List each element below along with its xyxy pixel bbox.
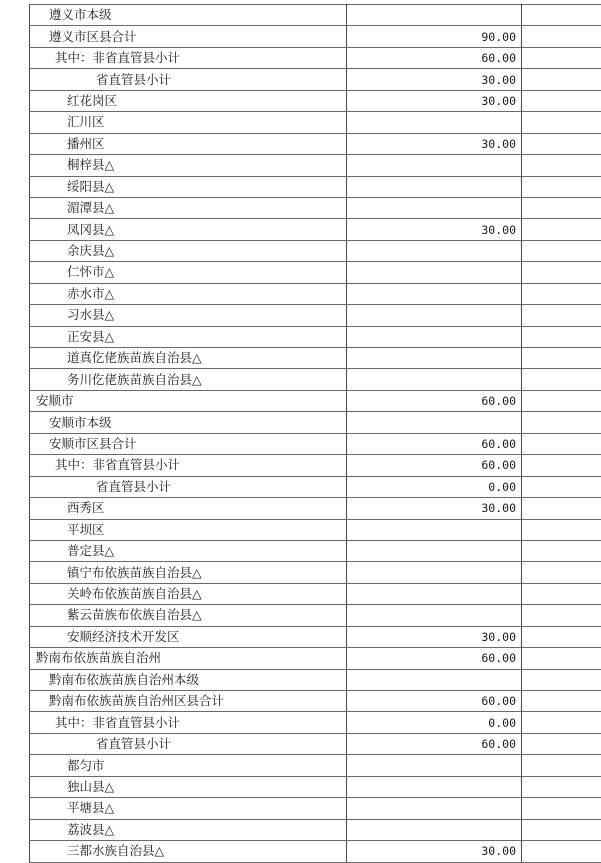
row-name-cell: 黔南布依族苗族自治州 [30, 648, 347, 669]
table-row [30, 691, 601, 712]
row-empty-cell [522, 240, 601, 261]
table-row [30, 755, 601, 776]
table-row [30, 669, 601, 690]
row-name-cell: 仁怀市△ [30, 262, 347, 283]
row-name-cell: 其中：非省直管县小计 [30, 712, 347, 733]
row-empty-cell [522, 26, 601, 47]
row-empty-cell [522, 348, 601, 369]
row-name-cell: 安顺市 [30, 390, 347, 411]
row-value-cell [347, 819, 522, 840]
row-empty-cell [522, 305, 601, 326]
row-value-cell [347, 798, 522, 819]
row-name-cell: 其中：非省直管县小计 [30, 455, 347, 476]
row-empty-cell [522, 798, 601, 819]
table-row [30, 5, 601, 26]
table-row [30, 133, 601, 154]
table-row [30, 305, 601, 326]
row-empty-cell [522, 819, 601, 840]
table-row [30, 90, 601, 111]
table-row [30, 841, 601, 862]
table-row [30, 155, 601, 176]
row-empty-cell [522, 47, 601, 68]
row-value-cell [347, 755, 522, 776]
row-empty-cell [522, 90, 601, 111]
row-empty-cell [522, 562, 601, 583]
row-empty-cell [522, 733, 601, 754]
row-empty-cell [522, 155, 601, 176]
table-row [30, 47, 601, 68]
row-name-cell: 正安县△ [30, 326, 347, 347]
row-empty-cell [522, 433, 601, 454]
row-value-cell: 0.00 [347, 712, 522, 733]
row-empty-cell [522, 197, 601, 218]
table-row [30, 219, 601, 240]
budget-table [29, 4, 601, 863]
row-value-cell [347, 176, 522, 197]
row-empty-cell [522, 605, 601, 626]
row-value-cell [347, 562, 522, 583]
row-name-cell: 荔波县△ [30, 819, 347, 840]
row-name-cell: 其中：非省直管县小计 [30, 47, 347, 68]
row-name-cell: 湄潭县△ [30, 197, 347, 218]
row-value-cell [347, 369, 522, 390]
row-empty-cell [522, 390, 601, 411]
table-row [30, 798, 601, 819]
row-name-cell: 凤冈县△ [30, 219, 347, 240]
row-name-cell: 镇宁布依族苗族自治县△ [30, 562, 347, 583]
table-row [30, 262, 601, 283]
row-name-cell: 省直管县小计 [30, 69, 347, 90]
row-value-cell: 30.00 [347, 626, 522, 647]
table-row [30, 433, 601, 454]
row-empty-cell [522, 476, 601, 497]
row-empty-cell [522, 712, 601, 733]
row-empty-cell [522, 691, 601, 712]
row-value-cell [347, 519, 522, 540]
table-row [30, 369, 601, 390]
table-row [30, 455, 601, 476]
row-name-cell: 关岭布依族苗族自治县△ [30, 583, 347, 604]
row-value-cell: 60.00 [347, 455, 522, 476]
table-row [30, 240, 601, 261]
row-name-cell: 余庆县△ [30, 240, 347, 261]
table-row [30, 197, 601, 218]
row-value-cell [347, 5, 522, 26]
row-empty-cell [522, 133, 601, 154]
table-row [30, 476, 601, 497]
row-value-cell [347, 112, 522, 133]
row-name-cell: 红花岗区 [30, 90, 347, 111]
row-name-cell: 独山县△ [30, 776, 347, 797]
row-value-cell: 60.00 [347, 691, 522, 712]
row-name-cell: 务川仡佬族苗族自治县△ [30, 369, 347, 390]
row-empty-cell [522, 519, 601, 540]
row-empty-cell [522, 626, 601, 647]
table-row [30, 562, 601, 583]
table-row [30, 648, 601, 669]
table-row [30, 390, 601, 411]
row-name-cell: 习水县△ [30, 305, 347, 326]
table-row [30, 283, 601, 304]
row-name-cell: 都匀市 [30, 755, 347, 776]
row-value-cell: 60.00 [347, 733, 522, 754]
row-empty-cell [522, 498, 601, 519]
row-empty-cell [522, 5, 601, 26]
row-empty-cell [522, 583, 601, 604]
row-value-cell [347, 155, 522, 176]
row-value-cell [347, 540, 522, 561]
row-name-cell: 绥阳县△ [30, 176, 347, 197]
row-empty-cell [522, 412, 601, 433]
row-value-cell [347, 240, 522, 261]
row-value-cell [347, 605, 522, 626]
row-value-cell [347, 197, 522, 218]
row-name-cell: 平坝区 [30, 519, 347, 540]
row-name-cell: 遵义市区县合计 [30, 26, 347, 47]
row-empty-cell [522, 369, 601, 390]
row-name-cell: 普定县△ [30, 540, 347, 561]
table-row [30, 69, 601, 90]
row-value-cell: 30.00 [347, 498, 522, 519]
row-empty-cell [522, 755, 601, 776]
row-name-cell: 桐梓县△ [30, 155, 347, 176]
row-name-cell: 省直管县小计 [30, 476, 347, 497]
row-empty-cell [522, 455, 601, 476]
row-name-cell: 紫云苗族布依族自治县△ [30, 605, 347, 626]
table-row [30, 776, 601, 797]
table-row [30, 112, 601, 133]
row-value-cell [347, 669, 522, 690]
row-value-cell: 0.00 [347, 476, 522, 497]
row-empty-cell [522, 69, 601, 90]
row-name-cell: 安顺经济技术开发区 [30, 626, 347, 647]
row-name-cell: 道真仡佬族苗族自治县△ [30, 348, 347, 369]
row-value-cell [347, 326, 522, 347]
table-row [30, 412, 601, 433]
table-row [30, 583, 601, 604]
row-name-cell: 播州区 [30, 133, 347, 154]
row-name-cell: 黔南布依族苗族自治州区县合计 [30, 691, 347, 712]
row-name-cell: 遵义市本级 [30, 5, 347, 26]
row-value-cell: 30.00 [347, 69, 522, 90]
row-empty-cell [522, 112, 601, 133]
row-empty-cell [522, 669, 601, 690]
row-name-cell: 三都水族自治县△ [30, 841, 347, 862]
row-empty-cell [522, 776, 601, 797]
row-value-cell [347, 283, 522, 304]
row-value-cell: 30.00 [347, 219, 522, 240]
row-empty-cell [522, 540, 601, 561]
row-empty-cell [522, 283, 601, 304]
row-value-cell [347, 412, 522, 433]
row-value-cell: 30.00 [347, 133, 522, 154]
row-name-cell: 平塘县△ [30, 798, 347, 819]
row-empty-cell [522, 176, 601, 197]
row-value-cell: 60.00 [347, 648, 522, 669]
table-row [30, 326, 601, 347]
table-row [30, 540, 601, 561]
row-name-cell: 赤水市△ [30, 283, 347, 304]
row-empty-cell [522, 648, 601, 669]
row-name-cell: 西秀区 [30, 498, 347, 519]
row-name-cell: 省直管县小计 [30, 733, 347, 754]
row-value-cell: 90.00 [347, 26, 522, 47]
row-value-cell [347, 348, 522, 369]
row-empty-cell [522, 262, 601, 283]
row-value-cell: 30.00 [347, 90, 522, 111]
row-name-cell: 黔南布依族苗族自治州本级 [30, 669, 347, 690]
table-row [30, 498, 601, 519]
row-empty-cell [522, 841, 601, 862]
row-value-cell: 30.00 [347, 841, 522, 862]
table-row [30, 626, 601, 647]
row-value-cell: 60.00 [347, 47, 522, 68]
row-name-cell: 安顺市区县合计 [30, 433, 347, 454]
table-row [30, 519, 601, 540]
row-value-cell: 60.00 [347, 390, 522, 411]
table-row [30, 819, 601, 840]
table-row [30, 605, 601, 626]
row-empty-cell [522, 326, 601, 347]
table-row [30, 26, 601, 47]
row-value-cell [347, 305, 522, 326]
row-value-cell [347, 776, 522, 797]
row-empty-cell [522, 219, 601, 240]
row-value-cell: 60.00 [347, 433, 522, 454]
table-row [30, 348, 601, 369]
table-row [30, 733, 601, 754]
table-body [30, 5, 601, 863]
row-name-cell: 安顺市本级 [30, 412, 347, 433]
row-value-cell [347, 262, 522, 283]
row-name-cell: 汇川区 [30, 112, 347, 133]
row-value-cell [347, 583, 522, 604]
table-row [30, 712, 601, 733]
table-row [30, 176, 601, 197]
